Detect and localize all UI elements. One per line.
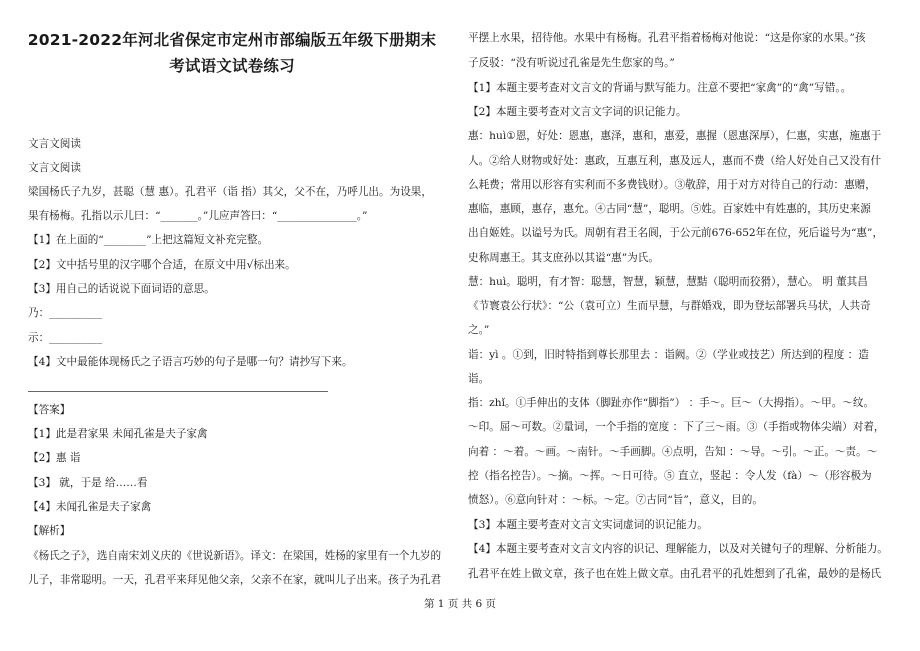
definition-line: 人。②给人财物或好处：惠政，互惠互利，惠及远人，惠而不费（给人好处自己又没有什 <box>468 155 882 167</box>
question-1: 【1】在上面的“________”上把这篇短文补充完整。 <box>28 234 269 246</box>
passage-line: 果有杨梅。孔指以示儿曰：“_______。”儿应声答曰：“_______________。” <box>28 210 368 222</box>
analysis-line: 孔君平在姓上做文章，孩子也在姓上做文章。由孔君平的孔姓想到了孔雀，最妙的是杨氏 <box>468 568 882 580</box>
definition-line: 诣：yì 。①到，旧时特指到尊长那里去 ：诣阙。②（学业或技艺）所达到的程度 ：造 <box>468 349 869 361</box>
analysis-point-2: 【2】本题主要考查对文言文字词的识记能力。 <box>468 106 687 118</box>
definition-line: 惠临，惠顾，惠存，惠允。④古同“慧”，聪明。⑤姓。百家姓中有姓惠的，其历史来源 <box>468 203 871 215</box>
definition-line: 史称周惠王。其支庶孙以其谥“惠”为氏。 <box>468 252 659 264</box>
analysis-line: 平摆上水果，招待他。水果中有杨梅。孔君平指着杨梅对他说：“这是你家的水果。”孩 <box>468 32 866 44</box>
answer-4: 【4】未闻孔雀是夫子家禽 <box>28 501 152 513</box>
definition-line: 惠：huì①恩，好处：恩惠，惠泽，惠和，惠爱，惠握（恩惠深厚），仁惠，实惠，施惠于 <box>468 130 882 142</box>
definition-line: 之。” <box>468 324 490 336</box>
definition-line: 《节寰袁公行状》：“公（袁可立）生而早慧，与群婚戏，即为登坛部署兵马状，人共奇 <box>468 300 871 312</box>
left-column <box>22 0 442 586</box>
definition-line: 向着 ：～着。～画。～南针。～手画脚。④点明，告知 ：～导。～引。～正。～责。～ <box>468 446 878 458</box>
definition-line: 慧：huì。聪明，有才智：聪慧，智慧，颖慧，慧黠（聪明而狡猾），慧心。 明 董其昌 <box>468 276 868 288</box>
analysis-line: 子反驳：“没有听说过孔雀是先生您家的鸟。” <box>468 57 675 69</box>
analysis-line: 儿子，非常聪明。一天，孔君平来拜见他父亲，父亲不在家，就叫儿子出来。孩子为孔君 <box>28 574 442 586</box>
analysis-line: 《杨氏之子》，选自南宋刘义庆的《世说新语》。译文：在梁国，姓杨的家里有一个九岁的 <box>28 550 442 562</box>
document-title <box>22 27 442 79</box>
definition-line: 控（指名控告）。～摘。～挥。～日可待。⑤ 直立，竖起 ：令人发（fà）～（形容极为 <box>468 470 872 482</box>
answer-1: 【1】此是君家果 未闻孔雀是夫子家禽 <box>28 428 208 440</box>
title-line-2: 考试语文试卷练习 <box>169 57 295 75</box>
definition-line: ～印。屈～可数。②量词，一个手指的宽度 ：下了三～雨。③（手指或物体尖端）对着， <box>468 421 885 433</box>
answer-blank-nai: 乃：__________ <box>28 307 103 319</box>
answer-3: 【3】 就，于是 给……看 <box>28 477 148 489</box>
answer-heading: 【答案】 <box>28 404 71 416</box>
analysis-point-1: 【1】本题主要考查对文言文的背诵与默写能力。注意不要把“家禽”的“禽”写错。。 <box>468 82 852 94</box>
definition-line: 么耗费；常用以形容有实利而不多费钱财）。③敬辞，用于对方对待自己的行动：惠赠， <box>468 179 876 191</box>
definition-line: 诣。 <box>468 373 490 385</box>
definition-line: 愤怒）。⑥意向针对 ：～标。～定。⑦古同“旨”，意义，目的。 <box>468 494 763 506</box>
analysis-point-4: 【4】本题主要考查对文言文内容的识记、理解能力，以及对关键句子的理解、分析能力。 <box>468 543 888 555</box>
answer-blank-shi: 示：__________ <box>28 332 103 344</box>
question-2: 【2】文中括号里的汉字哪个合适，在原文中用√标出来。 <box>28 259 296 271</box>
passage-line: 梁国杨氏子九岁，甚聪（慧 惠）。孔君平（诣 指）其父，父不在，乃呼儿出。为设果， <box>28 186 432 198</box>
analysis-point-3: 【3】本题主要考查对文言文实词虚词的识记能力。 <box>468 519 708 531</box>
answer-2: 【2】惠 诣 <box>28 452 81 464</box>
analysis-heading: 【解析】 <box>28 525 71 537</box>
question-4: 【4】文中最能体现杨氏之子语言巧妙的句子是哪一句？请抄写下来。 <box>28 356 353 368</box>
definition-line: 指：zhǐ。①手伸出的支体（脚趾亦作“脚指”） ：手～。巨～（大拇指）。～甲。～纹。 <box>468 397 875 409</box>
section-subheading: 文言文阅读 <box>28 162 81 174</box>
question-3: 【3】用自己的话说说下面词语的意思。 <box>28 283 215 295</box>
definition-line: 出自姬姓。以谥号为氏。周朝有君王名阆，于公元前676-652年在位，死后谥号为“惠”， <box>468 227 884 239</box>
page-number: 第 1 页 共 6 页 <box>423 598 497 610</box>
divider <box>28 391 328 392</box>
title-line-1: 2021-2022年河北省保定市定州市部编版五年级下册期末 <box>27 31 437 49</box>
section-heading: 文言文阅读 <box>28 138 81 150</box>
